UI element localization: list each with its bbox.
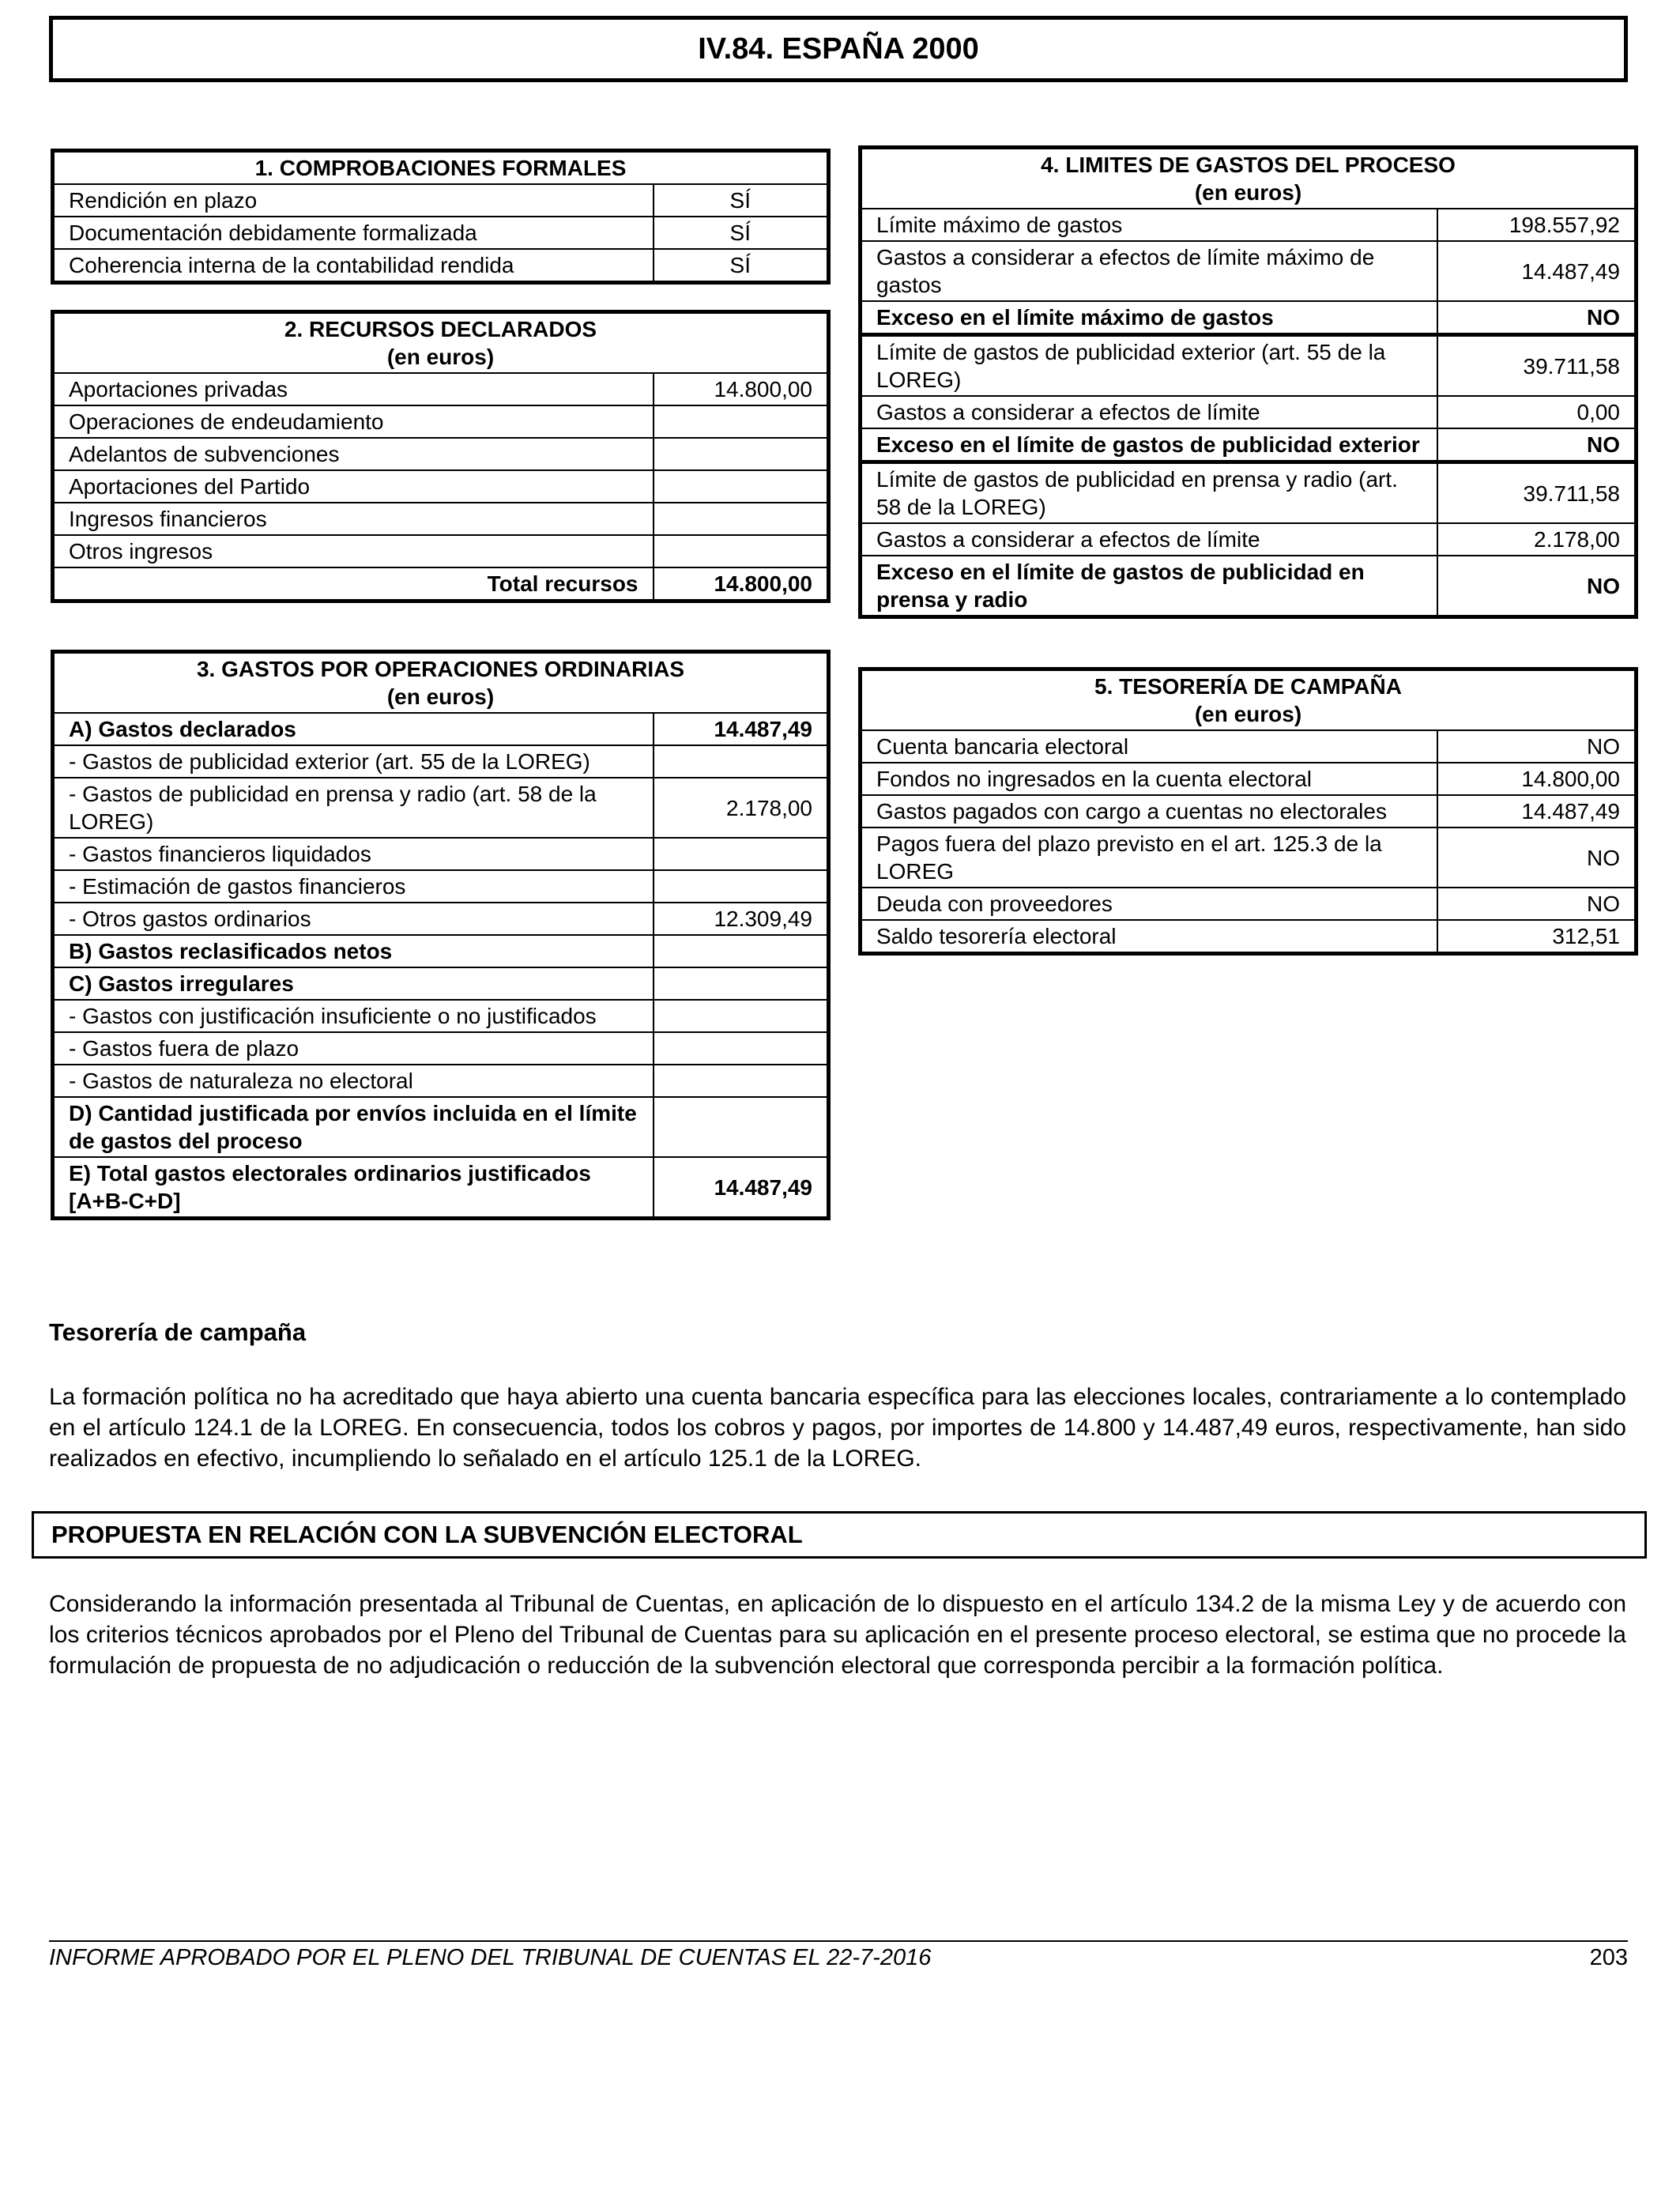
row-value [654,1000,829,1032]
row-label: Otros ingresos [53,535,654,567]
row-label: Pagos fuera del plazo previsto en el art. 125.3 de la LOREG [861,827,1437,888]
table-header [53,652,829,714]
row-value: 198.557,92 [1437,209,1637,241]
row-value: NO [1437,428,1637,462]
row-label: Exceso en el límite de gastos de publicidad en prensa y radio [861,556,1437,617]
row-value [654,535,829,567]
table-row [53,1065,829,1097]
row-label: Gastos a considerar a efectos de límite [861,396,1437,428]
row-value: 12.309,49 [654,903,829,935]
row-label: - Otros gastos ordinarios [53,903,654,935]
table-title: 5. TESORERÍA DE CAMPAÑA [1094,674,1402,699]
table-row [53,470,829,503]
row-label: Saldo tesorería electoral [861,920,1437,954]
table-row [53,1032,829,1065]
comprobaciones-formales-table [51,149,831,285]
total-value: 14.800,00 [654,567,829,601]
table-title: 4. LIMITES DE GASTOS DEL PROCESO [1041,153,1456,177]
row-label: - Gastos de publicidad en prensa y radio (art. 58 de la LOREG) [53,778,654,838]
row-value [654,1065,829,1097]
table-title: 3. GASTOS POR OPERACIONES ORDINARIAS [196,657,685,681]
row-value [654,405,829,438]
row-value: 14.487,49 [1437,795,1637,827]
table-row [53,778,829,838]
table-row [53,745,829,778]
row-label: Deuda con proveedores [861,888,1437,920]
row-label: Gastos a considerar a efectos de límite máximo de gastos [861,241,1437,301]
row-label: - Estimación de gastos financieros [53,870,654,903]
table-header [861,148,1637,209]
limites-gastos-table [858,145,1638,619]
row-label: Operaciones de endeudamiento [53,405,654,438]
row-label: C) Gastos irregulares [53,967,654,1000]
row-value [654,967,829,1000]
row-value [654,935,829,967]
row-value: 2.178,00 [654,778,829,838]
row-label: - Gastos con justificación insuficiente o no justificados [53,1000,654,1032]
row-value [654,838,829,870]
total-row [53,567,829,601]
treasury-paragraph: La formación política no ha acreditado que haya abierto una cuenta bancaria específica para las elecciones locales, contrariamente a lo contemplado en el artículo 124.1 de la LOREG. En consecuencia, todos los cobros y pagos, por importes de 14.800 y 14.487,49 euros, respectivamente, han sido realizados en efectivo, incumpliendo lo señalado en el artículo 125.1 de la LOREG. [49,1384,1626,1472]
table-row [53,838,829,870]
table-row [53,438,829,470]
row-value [654,503,829,535]
table-row [861,428,1637,462]
row-value [654,870,829,903]
row-label: - Gastos fuera de plazo [53,1032,654,1065]
row-label: Gastos a considerar a efectos de límite [861,523,1437,556]
tesoreria-campana-table [858,667,1638,956]
row-value: 14.800,00 [654,373,829,405]
table-subtitle: (en euros) [386,684,495,709]
row-value: 14.487,49 [654,1157,829,1219]
table-header [53,312,829,374]
row-label: Exceso en el límite de gastos de publicidad exterior [861,428,1437,462]
table-row [53,903,829,935]
row-label: Límite de gastos de publicidad exterior (art. 55 de la LOREG) [861,335,1437,397]
row-value [654,470,829,503]
row-label: - Gastos financieros liquidados [53,838,654,870]
table-title: 2. RECURSOS DECLARADOS [284,317,597,341]
row-value: 2.178,00 [1437,523,1637,556]
treasury-heading: Tesorería de campaña [49,1318,307,1346]
row-value: SÍ [654,184,829,217]
row-label: Ingresos financieros [53,503,654,535]
gastos-ordinarios-table [51,650,831,1220]
row-value: NO [1437,888,1637,920]
table-header: 1. COMPROBACIONES FORMALES [53,151,829,185]
table-row [53,217,829,249]
row-label: - Gastos de publicidad exterior (art. 55 de la LOREG) [53,745,654,778]
table-row [53,1000,829,1032]
table-row [53,405,829,438]
row-value: 0,00 [1437,396,1637,428]
table-subtitle: (en euros) [386,345,495,369]
row-label: Coherencia interna de la contabilidad rendida [53,249,654,283]
row-label: Documentación debidamente formalizada [53,217,654,249]
row-value: 14.487,49 [654,713,829,745]
row-label: Aportaciones del Partido [53,470,654,503]
table-row [861,209,1637,241]
total-label: Total recursos [53,567,654,601]
table-row [861,920,1637,954]
table-row [53,1157,829,1219]
table-subtitle: (en euros) [1194,180,1302,205]
table-row [861,763,1637,795]
row-value [654,745,829,778]
row-value [654,438,829,470]
row-value: NO [1437,827,1637,888]
table-header [861,669,1637,731]
table-row [53,870,829,903]
table-row [53,535,829,567]
table-row [53,713,829,745]
table-row [53,249,829,283]
footer-divider [49,1940,1628,1942]
table-subtitle: (en euros) [1194,702,1302,726]
row-value: 14.487,49 [1437,241,1637,301]
row-label: Adelantos de subvenciones [53,438,654,470]
table-row [861,730,1637,763]
row-value: SÍ [654,217,829,249]
row-value: 39.711,58 [1437,335,1637,397]
row-value: 14.800,00 [1437,763,1637,795]
table-row [861,795,1637,827]
table-row [861,301,1637,335]
table-row [53,1097,829,1157]
table-row [53,184,829,217]
footer-text: INFORME APROBADO POR EL PLENO DEL TRIBUNAL DE CUENTAS EL 22-7-2016 [49,1945,932,1970]
recursos-declarados-table [51,310,831,603]
page-number: 203 [1589,1945,1628,1970]
page-title: IV.84. ESPAÑA 2000 [49,16,1628,82]
row-label: Rendición en plazo [53,184,654,217]
row-label: Exceso en el límite máximo de gastos [861,301,1437,335]
proposal-heading: PROPUESTA EN RELACIÓN CON LA SUBVENCIÓN ELECTORAL [32,1511,1647,1559]
row-value: NO [1437,556,1637,617]
table-row [53,373,829,405]
table-row [53,935,829,967]
row-value: 39.711,58 [1437,462,1637,524]
row-label: Aportaciones privadas [53,373,654,405]
row-label: Límite máximo de gastos [861,209,1437,241]
row-label: - Gastos de naturaleza no electoral [53,1065,654,1097]
row-value: NO [1437,301,1637,335]
table-row [861,523,1637,556]
row-label: Gastos pagados con cargo a cuentas no electorales [861,795,1437,827]
table-row [861,827,1637,888]
table-row [861,241,1637,301]
proposal-paragraph: Considerando la información presentada al Tribunal de Cuentas, en aplicación de lo dispuesto en el artículo 134.2 de la misma Ley y de acuerdo con los criterios técnicos aprobados por el Pleno del Tribunal de Cuentas para su aplicación en el presente proceso electoral, se estima que no procede la formulación de propuesta de no adjudicación o reducción de la subvención electoral que corresponda percibir a la formación política. [49,1591,1626,1679]
row-label: Límite de gastos de publicidad en prensa y radio (art. 58 de la LOREG) [861,462,1437,524]
table-row [53,503,829,535]
row-value [654,1032,829,1065]
row-value: SÍ [654,249,829,283]
row-label: D) Cantidad justificada por envíos incluida en el límite de gastos del proceso [53,1097,654,1157]
row-label: E) Total gastos electorales ordinarios justificados [A+B-C+D] [53,1157,654,1219]
table-row [861,556,1637,617]
row-value: 312,51 [1437,920,1637,954]
row-label: Fondos no ingresados en la cuenta electoral [861,763,1437,795]
row-label: A) Gastos declarados [53,713,654,745]
table-row [861,396,1637,428]
row-value [654,1097,829,1157]
row-value: NO [1437,730,1637,763]
table-row [861,462,1637,524]
row-label: B) Gastos reclasificados netos [53,935,654,967]
table-row [861,335,1637,397]
table-row [53,967,829,1000]
row-label: Cuenta bancaria electoral [861,730,1437,763]
table-row [861,888,1637,920]
